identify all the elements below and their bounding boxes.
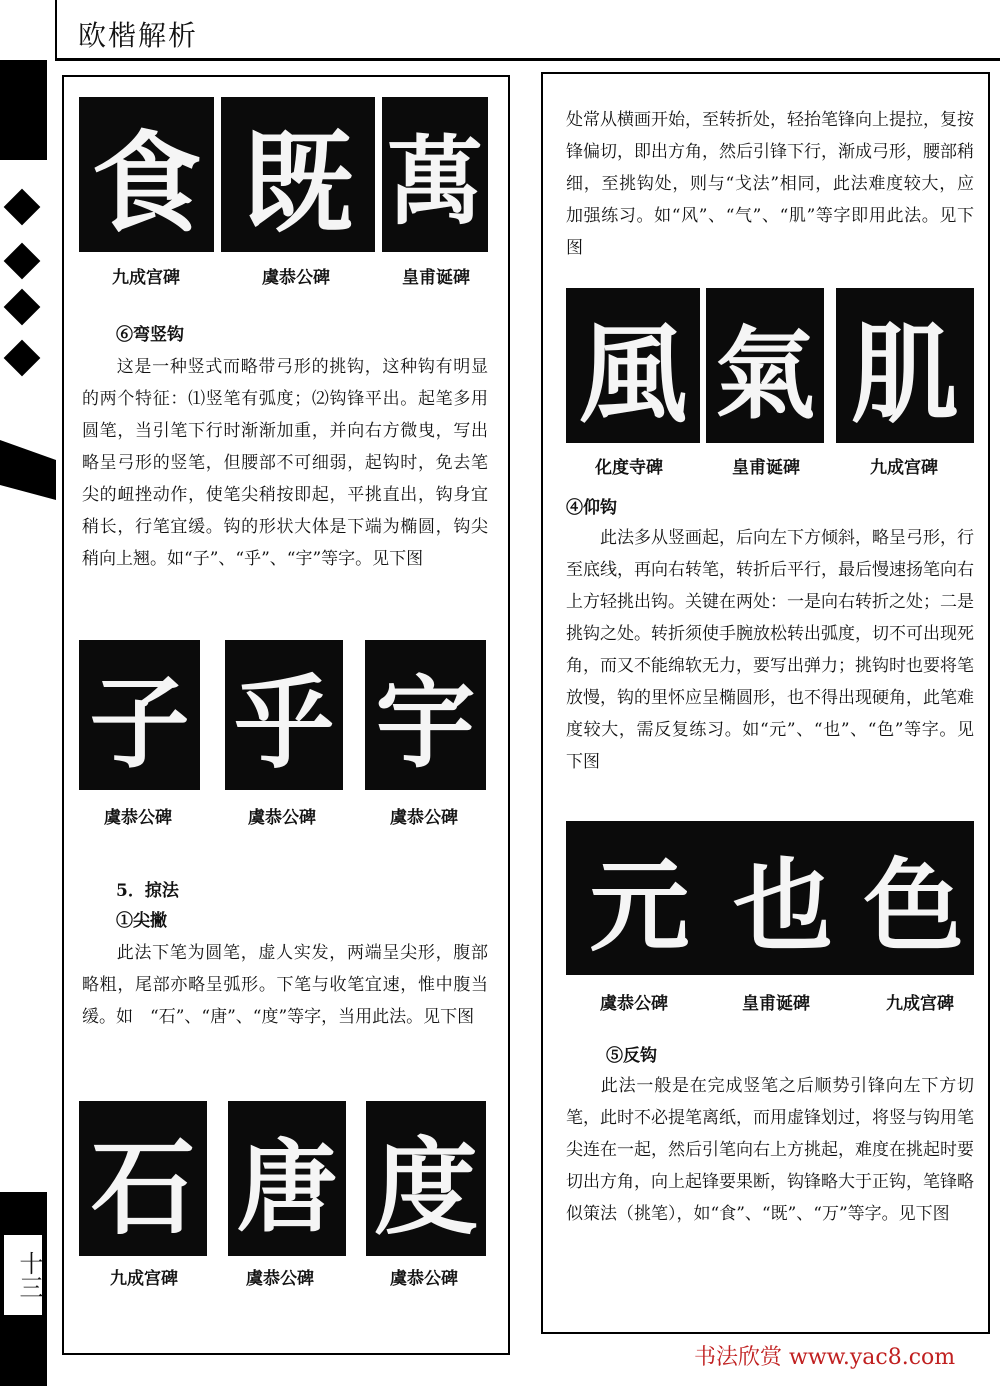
caption: 九成宫碑	[870, 458, 938, 478]
header-title: 欧楷解析	[78, 19, 199, 52]
diamond-ornament	[4, 189, 41, 226]
caption: 九成宫碑	[886, 994, 954, 1014]
body-paragraph	[82, 351, 488, 575]
caption: 虞恭公碑	[390, 808, 458, 828]
caption: 虞恭公碑	[246, 1269, 314, 1289]
caption: 皇甫诞碑	[732, 458, 800, 478]
body-paragraph	[566, 522, 974, 778]
header-rule	[55, 58, 1000, 61]
calligraphy-panel: 宇	[365, 640, 486, 790]
page-number: 十三	[4, 1235, 42, 1315]
section-heading: ⑥弯竖钩	[116, 325, 184, 345]
caption: 皇甫诞碑	[742, 994, 810, 1014]
diamond-ornament	[4, 340, 41, 377]
paragraph-text: 此法一般是在完成竖笔之后顺势引锋向左下方切笔，此时不必提笔离纸，而用虚锋划过，将竖与钩用笔尖连在一起，然后引笔向右上方挑起，难度在挑起时要切出方角，向上起锋要果断，钩锋略大于正钩，笔锋略似策法（挑笔），如“食”、“既”、“万”等字。见下图	[566, 1076, 974, 1224]
calligraphy-panel: 既	[221, 97, 375, 252]
left-decorative-band	[0, 0, 55, 1386]
diamond-ornament	[4, 243, 41, 280]
calligraphy-panel: 氣	[706, 288, 824, 443]
section-heading: 5．掠法	[116, 881, 179, 901]
caption: 皇甫诞碑	[402, 268, 470, 288]
diamond-ornament	[4, 289, 41, 326]
section-heading: ④仰钩	[566, 498, 617, 518]
caption: 九成宫碑	[112, 268, 180, 288]
body-paragraph	[566, 1070, 974, 1230]
caption: 九成宫碑	[110, 1269, 178, 1289]
calligraphy-panel: 唐	[228, 1101, 346, 1256]
paragraph-text: 此法多从竖画起，后向左下方倾斜，略呈弓形，行至底线，再向右转笔，转折后平行，最后慢速扬笔向右上方轻挑出钩。关键在两处：一是向右转折之处；二是挑钩之处。转折须使手腕放松转出弧度，切不可出现死角，而又不能绵软无力，要写出弹力；挑钩时也要将笔放慢，钩的里怀应呈椭圆形，也不得出现硬角，此笔难度较大，需反复练习。如“元”、“也”、“色”等字。见下图	[566, 528, 974, 772]
caption: 虞恭公碑	[390, 1269, 458, 1289]
calligraphy-panel: 乎	[225, 640, 343, 790]
header-divider	[55, 0, 57, 58]
calligraphy-panel: 食	[79, 97, 214, 252]
band-top-block	[0, 60, 47, 160]
body-paragraph	[82, 937, 488, 1033]
body-paragraph: 处常从横画开始，至转折处，轻抬笔锋向上提拉，复按锋偏切，即出方角，然后引锋下行，渐成弓形，腰部稍细，至挑钩处，则与“戈法”相同，此法难度较大，应加强练习。如“风”、“气”、“肌”等字即用此法。见下图	[566, 110, 974, 258]
calligraphy-panel: 度	[366, 1101, 486, 1256]
calligraphy-panel: 石	[79, 1101, 207, 1256]
calligraphy-panel: 子	[79, 640, 200, 790]
caption: 虞恭公碑	[262, 268, 330, 288]
caption: 虞恭公碑	[600, 994, 668, 1014]
calligraphy-panel: 也	[713, 821, 853, 975]
caption: 虞恭公碑	[248, 808, 316, 828]
section-heading: ⑤反钩	[606, 1046, 657, 1066]
calligraphy-panel: 色	[853, 821, 974, 975]
section-subheading: ①尖撇	[116, 911, 167, 931]
caption: 虞恭公碑	[104, 808, 172, 828]
calligraphy-panel: 元	[566, 821, 713, 975]
band-wedge	[0, 440, 56, 500]
caption: 化度寺碑	[595, 458, 663, 478]
paragraph-text: 这是一种竖式而略带弓形的挑钩，这种钩有明显的两个特征：⑴竖笔有弧度；⑵钩锋平出。起笔多用圆笔，当引笔下行时渐渐加重，并向右方微曳，写出略呈弓形的竖笔，但腰部不可细弱，起钩时，免去笔尖的衄挫动作，使笔尖稍按即起，平挑直出，钩身宜稍长，行笔宜缓。钩的形状大体是下端为椭圆，钩尖稍向上翘。如“子”、“乎”、“宇”等字。见下图	[82, 357, 488, 569]
calligraphy-panel: 肌	[836, 288, 974, 443]
paragraph-text: 此法下笔为圆笔，虚人实发，两端呈尖形，腹部略粗，尾部亦略呈弧形。下笔与收笔宜速，惟中腹当缓。如 “石”、“唐”、“度”等字，当用此法。见下图	[82, 943, 488, 1027]
watermark: 书法欣赏 www.yac8.com	[694, 1345, 956, 1370]
calligraphy-panel: 萬	[382, 97, 488, 252]
calligraphy-panel: 風	[566, 288, 700, 443]
